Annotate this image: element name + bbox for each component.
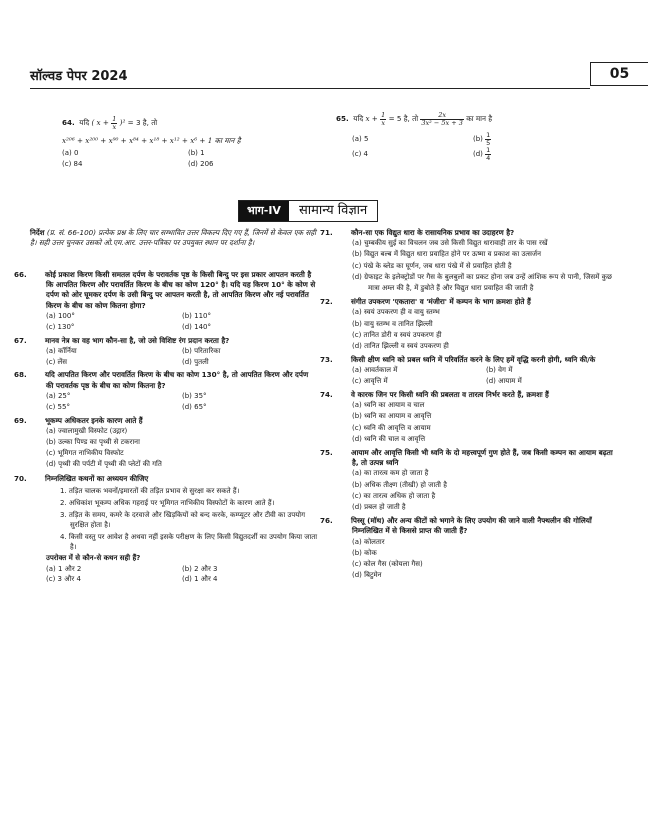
option-b[interactable]: (b) अधिक तीक्ष्ण (तीखी) हो जाती है bbox=[352, 480, 447, 489]
instructions bbox=[30, 228, 318, 249]
option-a[interactable]: (a) ध्वनि का आयाम व चाल bbox=[352, 401, 425, 410]
header-title: सॉल्वड पेपर 2024 bbox=[30, 69, 128, 84]
option-c[interactable]: (c) का तारत्व अधिक हो जाता है bbox=[352, 491, 436, 500]
option-b[interactable]: (b) ध्वनि का आयाम व आवृत्ति bbox=[352, 412, 432, 421]
question-67: 67. मानव नेत्र का वह भाग कौन-सा है, जो उसे विशिष्ट रंग प्रदान करता है? (a) कॉर्निया (b) परितारिका (c) लेंस (d) पुतली bbox=[30, 336, 318, 368]
option-c[interactable]: (c) 84 bbox=[62, 160, 83, 169]
option-d[interactable]: (d) ध्वनि की चाल व आवृत्ति bbox=[352, 434, 426, 443]
option-c[interactable]: (c) तानित डोरी व स्वयं उपकरण ही bbox=[352, 330, 442, 339]
option-c[interactable]: (c) कोल गैस (कोयला गैस) bbox=[352, 560, 423, 568]
option-b[interactable]: (b) उल्का पिण्ड का पृथ्वी से टकराना bbox=[46, 438, 140, 446]
options bbox=[62, 148, 314, 170]
option-a[interactable]: (a) का तारत्व कम हो जाता है bbox=[352, 469, 429, 478]
option-a[interactable]: (a) कॉर्निया bbox=[46, 346, 77, 355]
option-a[interactable]: (a) 25° bbox=[46, 391, 71, 400]
option-a[interactable]: (a) चुम्बकीय सुई का विचलन जब उसे किसी विद्युत धारावाही तार के पास रखें bbox=[352, 239, 548, 248]
option-c[interactable]: (c) पंखे के ब्लेड का घूर्णन, जब धारा पंखे में से प्रवाहित होती है bbox=[352, 261, 512, 270]
header-divider bbox=[30, 88, 590, 89]
option-b[interactable]: (b) 2 और 3 bbox=[182, 564, 218, 573]
question-72: 72. संगीत उपकरण 'एकतारा' व 'मंजीरा' में कम्पन के भाग क्रमशः होते हैं (a) स्वयं उपकरण ही व वायु स्तम्भ (b) वायु स्तम्भ व तानित झिल्ली (c) तानित डोरी व स्वयं उपकरण ही (d) तानित झिल्ली व स्वयं उपकरण ही bbox=[336, 297, 620, 352]
option-b[interactable]: (b) 110° bbox=[182, 311, 211, 320]
question-75: 75. आयाम और आवृत्ति किसी भी ध्वनि के दो महत्त्वपूर्ण गुण होते हैं, जब किसी कम्पन का आयाम बढ़ता है, तो उत्पन्न ध्वनि (a) का तारत्व कम हो जाता है (b) अधिक तीक्ष्ण (तीखी) हो जाती है (c) का तारत्व अधिक हो जाता है (d) प्रबल हो जाती है bbox=[336, 448, 620, 513]
statement-2: 2. अधिकांश भूकम्प अधिक गहराई पर भूमिगत नाभिकीय विस्फोटों के कारण आते हैं। bbox=[60, 498, 275, 507]
statement-3: 3. तड़ित के समय, कमरे के दरवाजे और खिड़कियों को बन्द करके, कम्प्यूटर और टीवी का उपयोग सुरक्षित होता है। bbox=[60, 511, 306, 530]
option-a[interactable]: (a) आवर्तकाल में bbox=[352, 366, 398, 375]
left-column bbox=[14, 270, 318, 585]
option-c[interactable]: (c) 130° bbox=[46, 322, 75, 331]
option-a[interactable]: (a) स्वयं उपकरण ही व वायु स्तम्भ bbox=[352, 308, 440, 317]
option-c[interactable]: (c) लेंस bbox=[46, 357, 68, 366]
page-header bbox=[30, 62, 630, 86]
option-b[interactable]: (b) वायु स्तम्भ व तानित झिल्ली bbox=[352, 319, 433, 328]
question-text: यदि bbox=[79, 118, 90, 127]
question-70: 70. निम्नलिखित कथनों का अध्ययन कीजिए 1. तड़ित चालक भवनों/इमारतों की तड़ित प्रभाव से सुरक्षा कर सकते हैं। 2. अधिकांश भूकम्प अधिक गहराई पर भूमिगत नाभिकीय विस्फोटों के कारण आते हैं। 3. तड़ित के समय, कमरे के दरवाजे और खिड़कियों को बन्द करके, कम्प्यूटर और टीवी का उपयोग सुरक्षित होता है। 4. किसी वस्तु पर आवेश है अथवा नहीं इसके परीक्षण के लिए किसी विद्युतदर्शी का उपयोग किया जाता है। उपरोक्त में से कौन-से कथन सही हैं? (a) 1 और 2 (b) 2 और 3 (c) 3 और 4 (d) 1 और 4 bbox=[14, 473, 318, 584]
option-a[interactable]: (a) ज्वालामुखी विस्फोट (उद्गार) bbox=[46, 426, 128, 435]
question-73: 73. किसी क्षीण ध्वनि को प्रबल ध्वनि में परिवर्तित करने के लिए हमें वृद्धि करनी होगी, ध्वनि की/के (a) आवर्तकाल में (b) वेग में (c) आवृत्ति में (d) आयाम में bbox=[336, 355, 620, 387]
condition-expression: ( x + $\frac{1}{x}$ )² bbox=[91, 115, 126, 131]
option-c[interactable]: (c) 3 और 4 bbox=[46, 575, 81, 584]
option-d[interactable]: (d) बिटुमेन bbox=[352, 571, 382, 580]
option-b[interactable]: (b) विद्युत बल्ब में विद्युत धारा प्रवाहित होने पर ऊष्मा व प्रकाश का उत्सर्जन bbox=[352, 250, 542, 259]
question-number: 65. bbox=[336, 114, 349, 123]
option-d[interactable]: (d) प्रबल हो जाती है bbox=[352, 503, 406, 511]
options bbox=[336, 132, 594, 163]
option-d[interactable]: (d) आयाम में bbox=[486, 377, 522, 386]
option-c[interactable]: (c) 55° bbox=[46, 402, 70, 411]
question-ask: उपरोक्त में से कौन-से कथन सही हैं? bbox=[46, 553, 141, 562]
section-banner bbox=[238, 200, 378, 222]
question-76: 76. पिस्सू (मॉथ) और अन्य कीटों को भगाने के लिए उपयोग की जाने वाली नैफ्थलीन की गोलियाँ निम्नलिखित में से किससे प्राप्त की जाती हैं? (a) कोलतार (b) कोक (c) कोल गैस (कोयला गैस) (d) बिटुमेन bbox=[336, 516, 620, 581]
question-64: 64. यदि ( x + $\frac{1}{x}$ )² = 3 है, तो x²⁰⁶ + x²⁰⁰ + x⁹⁰ + x⁸⁴ + x¹⁸ + x¹² + x⁶ + 1 का मान है (a) 0 (b) 1 (c) 84 (d) 206 bbox=[62, 116, 314, 170]
statement-4: 4. किसी वस्तु पर आवेश है अथवा नहीं इसके परीक्षण के लिए किसी विद्युतदर्शी का उपयोग किया जाता है। bbox=[60, 533, 318, 552]
question-68: 68. यदि आपतित किरण और परावर्तित किरण के बीच का कोण 130° है, तो आपतित किरण और दर्पण की परावर्तक पृष्ठ के बीच का कोण कितना है? (a) 25° (b) 35° (c) 55° (d) 65° bbox=[30, 370, 318, 412]
option-b[interactable]: (b) 1 bbox=[188, 149, 205, 158]
option-d[interactable]: (d) ग्रेफाइट के इलेक्ट्रोडों पर गैस के बुलबुलों का प्रकट होना जब उन्हें आंशिक रूप से पानी, जिसमें कुछ मात्रा अम्ल की है, में डुबोते हैं और विद्युत धारा प्रवाहित की जाती है bbox=[352, 272, 612, 292]
option-a[interactable]: (a) 5 bbox=[352, 135, 369, 143]
option-d[interactable]: (d) $\frac{1}{4}$ bbox=[473, 146, 491, 162]
option-a[interactable]: (a) 0 bbox=[62, 149, 79, 158]
option-c[interactable]: (c) ध्वनि की आवृत्ति व आयाम bbox=[352, 423, 431, 432]
option-b[interactable]: (b) 35° bbox=[182, 391, 207, 400]
instructions-label: निर्देश bbox=[30, 228, 45, 237]
question-71: 71. कौन-सा एक विद्युत धारा के रासायनिक प्रभाव का उदाहरण है? (a) चुम्बकीय सुई का विचलन जब उसे किसी विद्युत धारावाही तार के पास रखें (b) विद्युत बल्ब में विद्युत धारा प्रवाहित होने पर ऊष्मा व प्रकाश का उत्सर्जन (c) पंखे के ब्लेड का घूर्णन, जब धारा पंखे में से प्रवाहित होती है (d) ग्रेफाइट के इलेक्ट्रोडों पर गैस के बुलबुलों का प्रकट होना जब उन्हें आंशिक रूप से पानी, जिसमें कुछ मात्रा अम्ल की है, में डुबोते हैं और विद्युत धारा प्रवाहित की जाती है bbox=[336, 228, 620, 294]
question-65: 65. यदि x + $\frac{1}{x}$ = 5 है, तो $\frac{2x}{\text{3x² − 5x + 3}}$ का मान है (a) 5 (b) $\frac{1}{5}$ (c) 4 (d) $\frac{1}{4}$ bbox=[336, 112, 594, 163]
question-number: 64. bbox=[62, 118, 75, 127]
option-a[interactable]: (a) कोलतार bbox=[352, 537, 385, 546]
option-d[interactable]: (d) तानित झिल्ली व स्वयं उपकरण ही bbox=[352, 341, 449, 350]
option-d[interactable]: (d) 140° bbox=[182, 322, 211, 331]
page-number: 05 bbox=[590, 62, 648, 86]
option-c[interactable]: (c) भूमिगत नाभिकीय विस्फोट bbox=[46, 449, 124, 458]
option-d[interactable]: (d) पुतली bbox=[182, 357, 209, 366]
section-tag: भाग-IV bbox=[239, 201, 289, 221]
target-fraction: $\frac{2x}{\text{3x² − 5x + 3}}$ bbox=[421, 111, 463, 127]
section-name: सामान्य विज्ञान bbox=[289, 201, 377, 221]
option-a[interactable]: (a) 1 और 2 bbox=[46, 564, 82, 573]
option-a[interactable]: (a) 100° bbox=[46, 311, 75, 320]
option-c[interactable]: (c) 4 bbox=[352, 150, 368, 159]
option-d[interactable]: (d) 65° bbox=[182, 402, 207, 411]
option-d[interactable]: (d) पृथ्वी की पर्पटी में पृथ्वी की प्लेटों की गति bbox=[46, 460, 162, 469]
option-d[interactable]: (d) 206 bbox=[188, 160, 214, 169]
question-69: 69. भूकम्प अधिकतर इनके कारण आते हैं (a) ज्वालामुखी विस्फोट (उद्गार) (b) उल्का पिण्ड का पृथ्वी से टकराना (c) भूमिगत नाभिकीय विस्फोट (d) पृथ्वी की पर्पटी में पृथ्वी की प्लेटों की गति bbox=[30, 416, 318, 471]
statement-1: 1. तड़ित चालक भवनों/इमारतों की तड़ित प्रभाव से सुरक्षा कर सकते हैं। bbox=[60, 486, 240, 495]
option-b[interactable]: (b) कोक bbox=[352, 548, 377, 557]
option-d[interactable]: (d) 1 और 4 bbox=[182, 575, 218, 584]
question-66: 66. कोई प्रकाश किरण किसी समतल दर्पण के परावर्तक पृष्ठ के किसी बिन्दु पर इस प्रकार आपतन करती है कि आपतित किरण और परावर्तित किरण के बीच का कोण 120° है। यदि यह किरण 10° के कोण से दर्पण को ओर घूमकर दर्पण के उसी बिन्दु पर आपतन करती है, तो आपतित किरण और नई परावर्तित किरण के बीच का कोण कितना होगा? (a) 100° (b) 110° (c) 130° (d) 140° bbox=[30, 270, 318, 333]
polynomial-expression: x²⁰⁶ + x²⁰⁰ + x⁹⁰ + x⁸⁴ + x¹⁸ + x¹² + x⁶ + 1 का मान है bbox=[62, 136, 241, 145]
option-c[interactable]: (c) आवृत्ति में bbox=[352, 377, 388, 386]
option-b[interactable]: (b) परितारिका bbox=[182, 346, 221, 355]
right-column bbox=[320, 228, 620, 581]
instructions-text: (प्र. सं. 66-100) प्रत्येक प्रश्न के लिए चार सम्भावित उत्तर विकल्प दिए गए हैं, जिनमें से केवल एक सही है। सही उत्तर चुनकर उसको ओ.एम.आर. उत्तर-पत्रिका पर उपयुक्त स्थान पर दर्शाना है। bbox=[30, 228, 317, 248]
question-74: 74. वे कारक जिन पर किसी ध्वनि की प्रबलता व तारत्व निर्भर करते हैं, क्रमशः हैं (a) ध्वनि का आयाम व चाल (b) ध्वनि का आयाम व आवृत्ति (c) ध्वनि की आवृत्ति व आयाम (d) ध्वनि की चाल व आवृत्ति bbox=[336, 390, 620, 445]
option-b[interactable]: (b) वेग में bbox=[486, 366, 513, 375]
option-b[interactable]: (b) $\frac{1}{5}$ bbox=[473, 131, 491, 147]
